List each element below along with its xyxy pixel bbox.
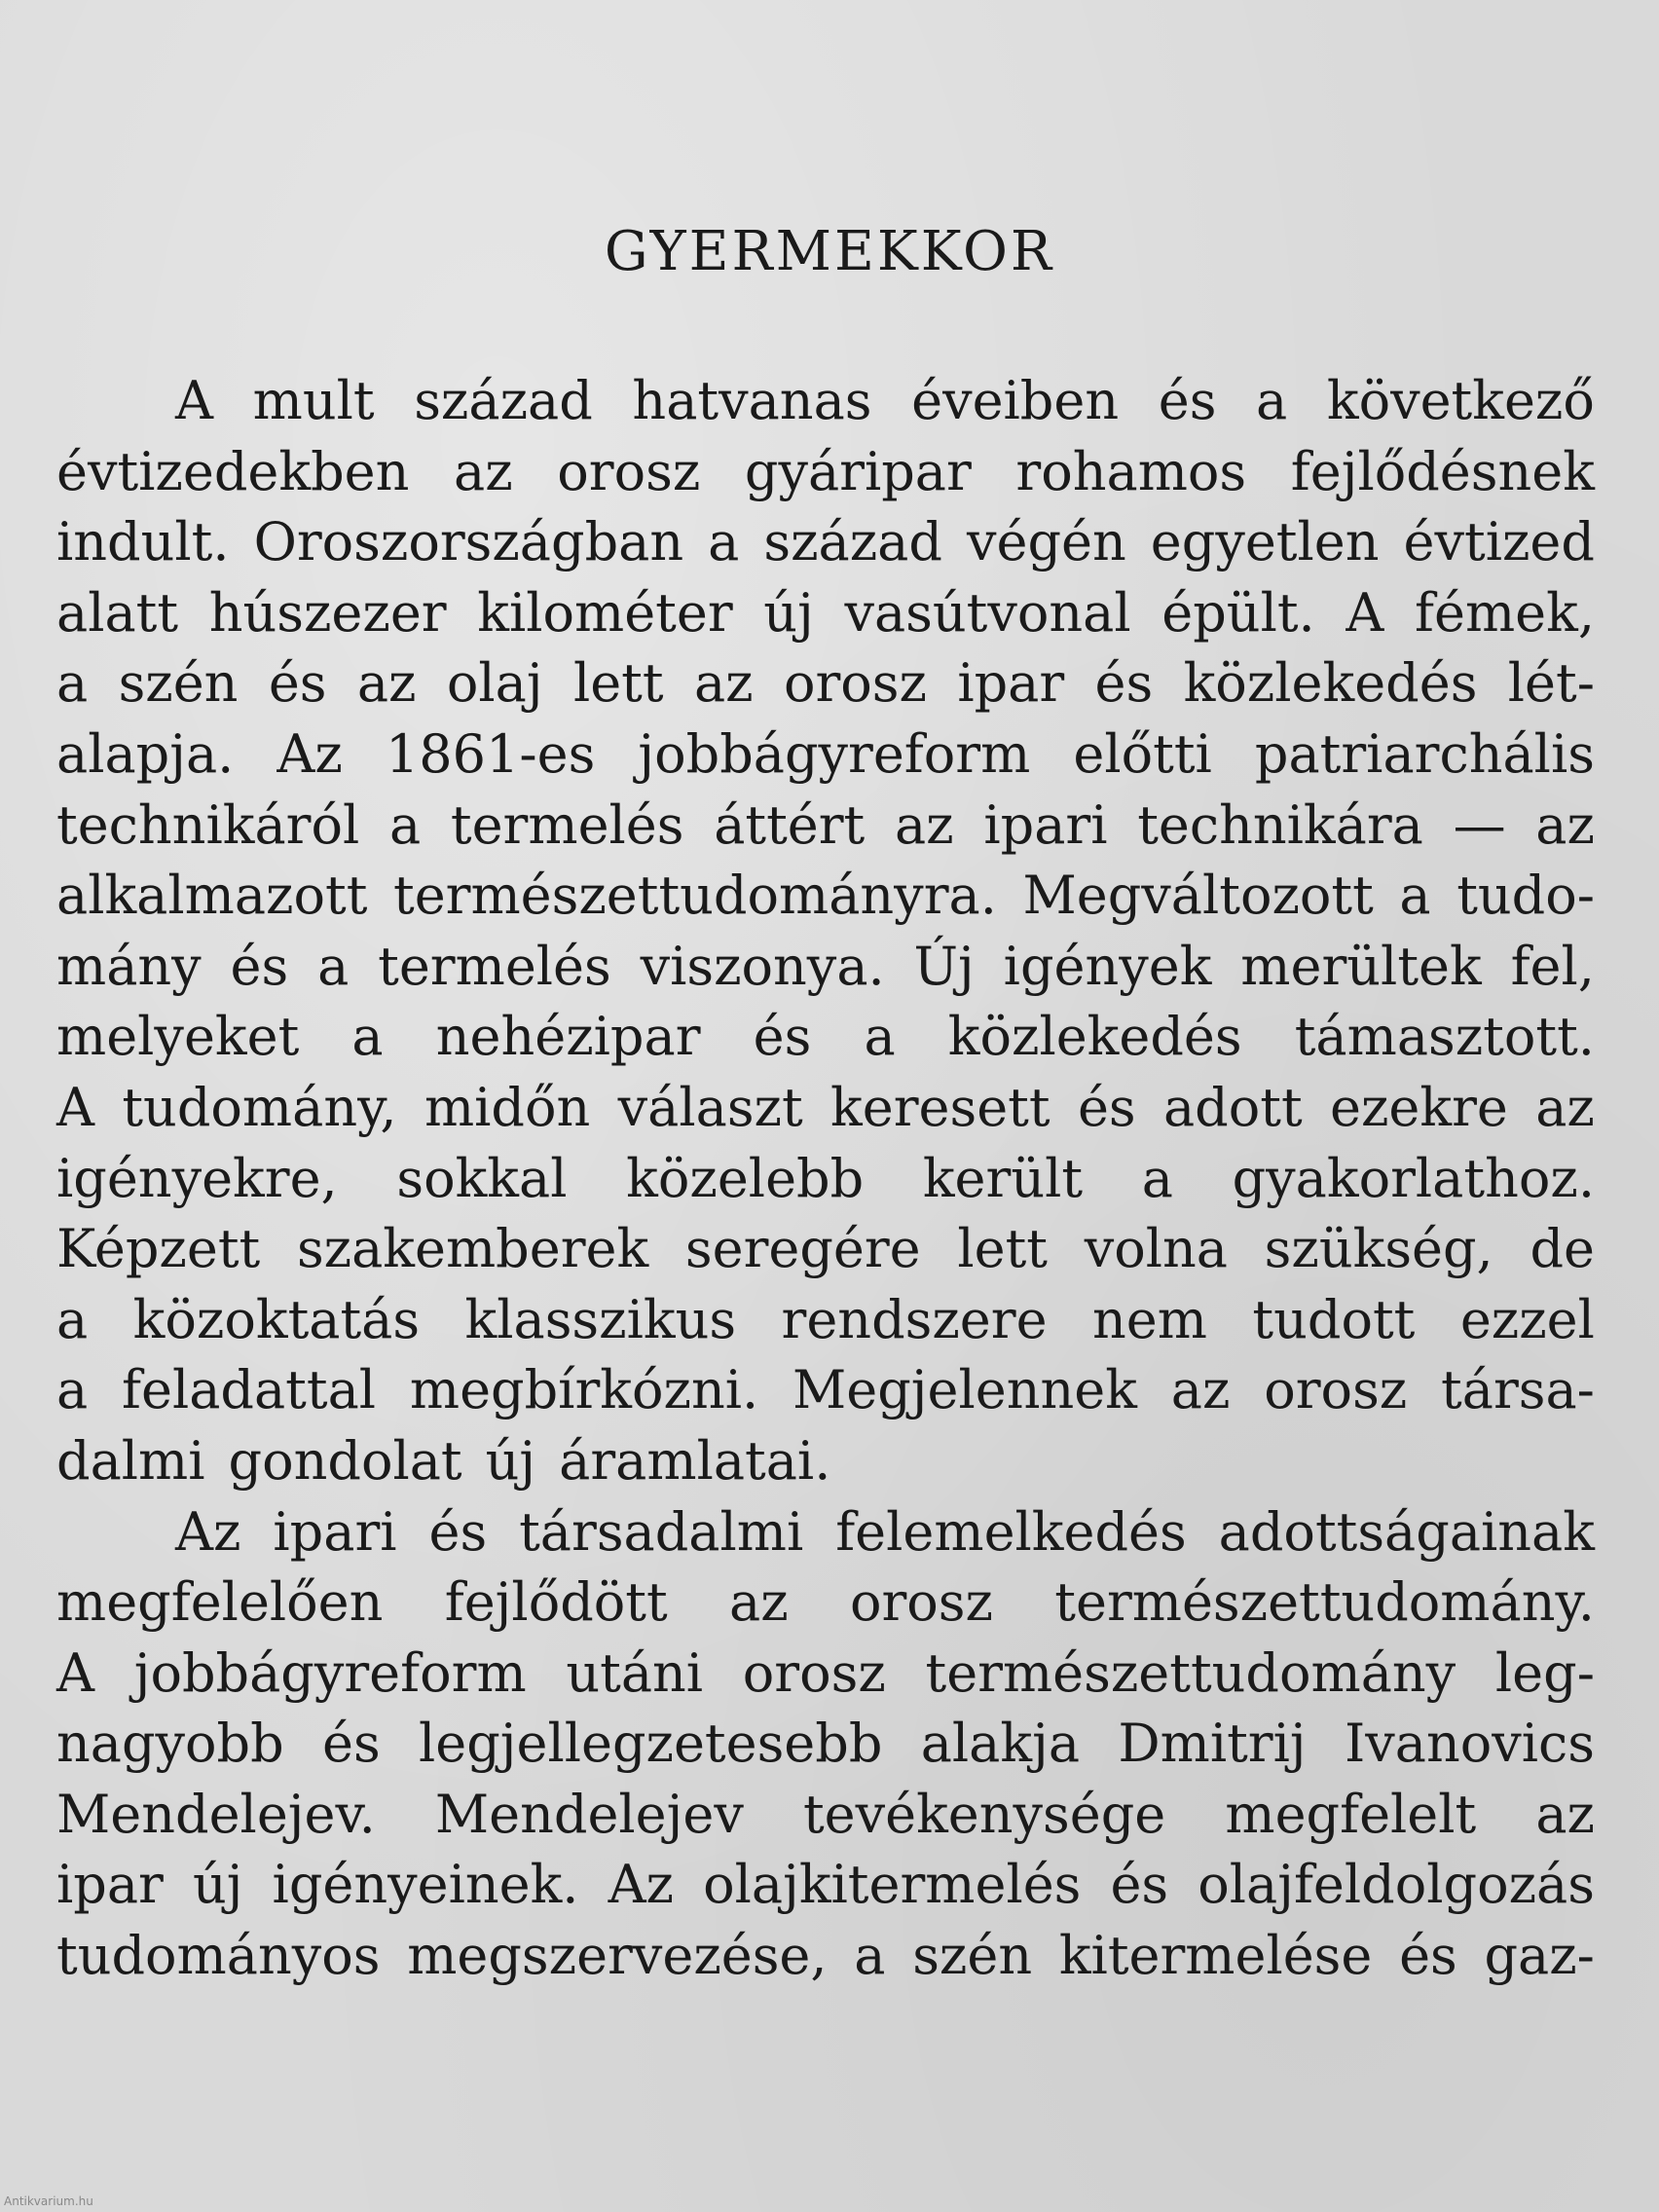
text-line: a szén és az olaj lett az orosz ipar és közlekedés lét-: [56, 652, 1595, 715]
text-line: mány és a termelés viszonya. Új igények merültek fel,: [56, 935, 1595, 997]
watermark: Antikvarium.hu: [4, 2194, 93, 2208]
text-line: melyeket a nehézipar és a közlekedés támasztott.: [56, 1006, 1595, 1068]
body-text: [56, 366, 1595, 1992]
text-line: technikáról a termelés áttért az ipari technikára — az: [56, 793, 1595, 856]
text-line: alatt húszezer kilométer új vasútvonal épült. A fémek,: [56, 581, 1595, 644]
text-line: évtizedekben az orosz gyáripar rohamos fejlődésnek: [56, 440, 1595, 502]
text-line: alapja. Az 1861-es jobbágyreform előtti patriarchális: [56, 722, 1595, 785]
text-line: igényekre, sokkal közelebb került a gyakorlathoz.: [56, 1147, 1595, 1209]
text-line: Mendelejev. Mendelejev tevékenysége megfelelt az: [56, 1783, 1595, 1845]
chapter-title: GYERMEKKOR: [604, 220, 1055, 283]
text-line: megfelelően fejlődött az orosz természettudomány.: [56, 1571, 1595, 1634]
text-line: Képzett szakemberek seregére lett volna szükség, de: [56, 1218, 1595, 1280]
text-line: a feladattal megbírkózni. Megjelennek az orosz társa-: [56, 1359, 1595, 1421]
text-line: Az ipari és társadalmi felemelkedés adottságainak: [175, 1500, 1595, 1563]
text-line: a közoktatás klasszikus rendszere nem tudott ezzel: [56, 1288, 1595, 1350]
text-line: indult. Oroszországban a század végén egyetlen évtized: [56, 511, 1595, 573]
text-line: nagyobb és legjellegzetesebb alakja Dmitrij Ivanovics: [56, 1713, 1595, 1775]
text-line: tudományos megszervezése, a szén kitermelése és gaz-: [56, 1925, 1595, 1987]
text-line: A tudomány, midőn választ keresett és adott ezekre az: [56, 1076, 1595, 1138]
text-line: A mult század hatvanas éveiben és a következő: [175, 370, 1595, 431]
text-line: A jobbágyreform utáni orosz természettudomány leg-: [56, 1641, 1595, 1704]
text-line: ipar új igényeinek. Az olajkitermelés és olajfeldolgozás: [56, 1854, 1595, 1916]
text-line: alkalmazott természettudományra. Megváltozott a tudo-: [56, 865, 1595, 927]
text-line: dalmi gondolat új áramlatai.: [56, 1429, 831, 1492]
